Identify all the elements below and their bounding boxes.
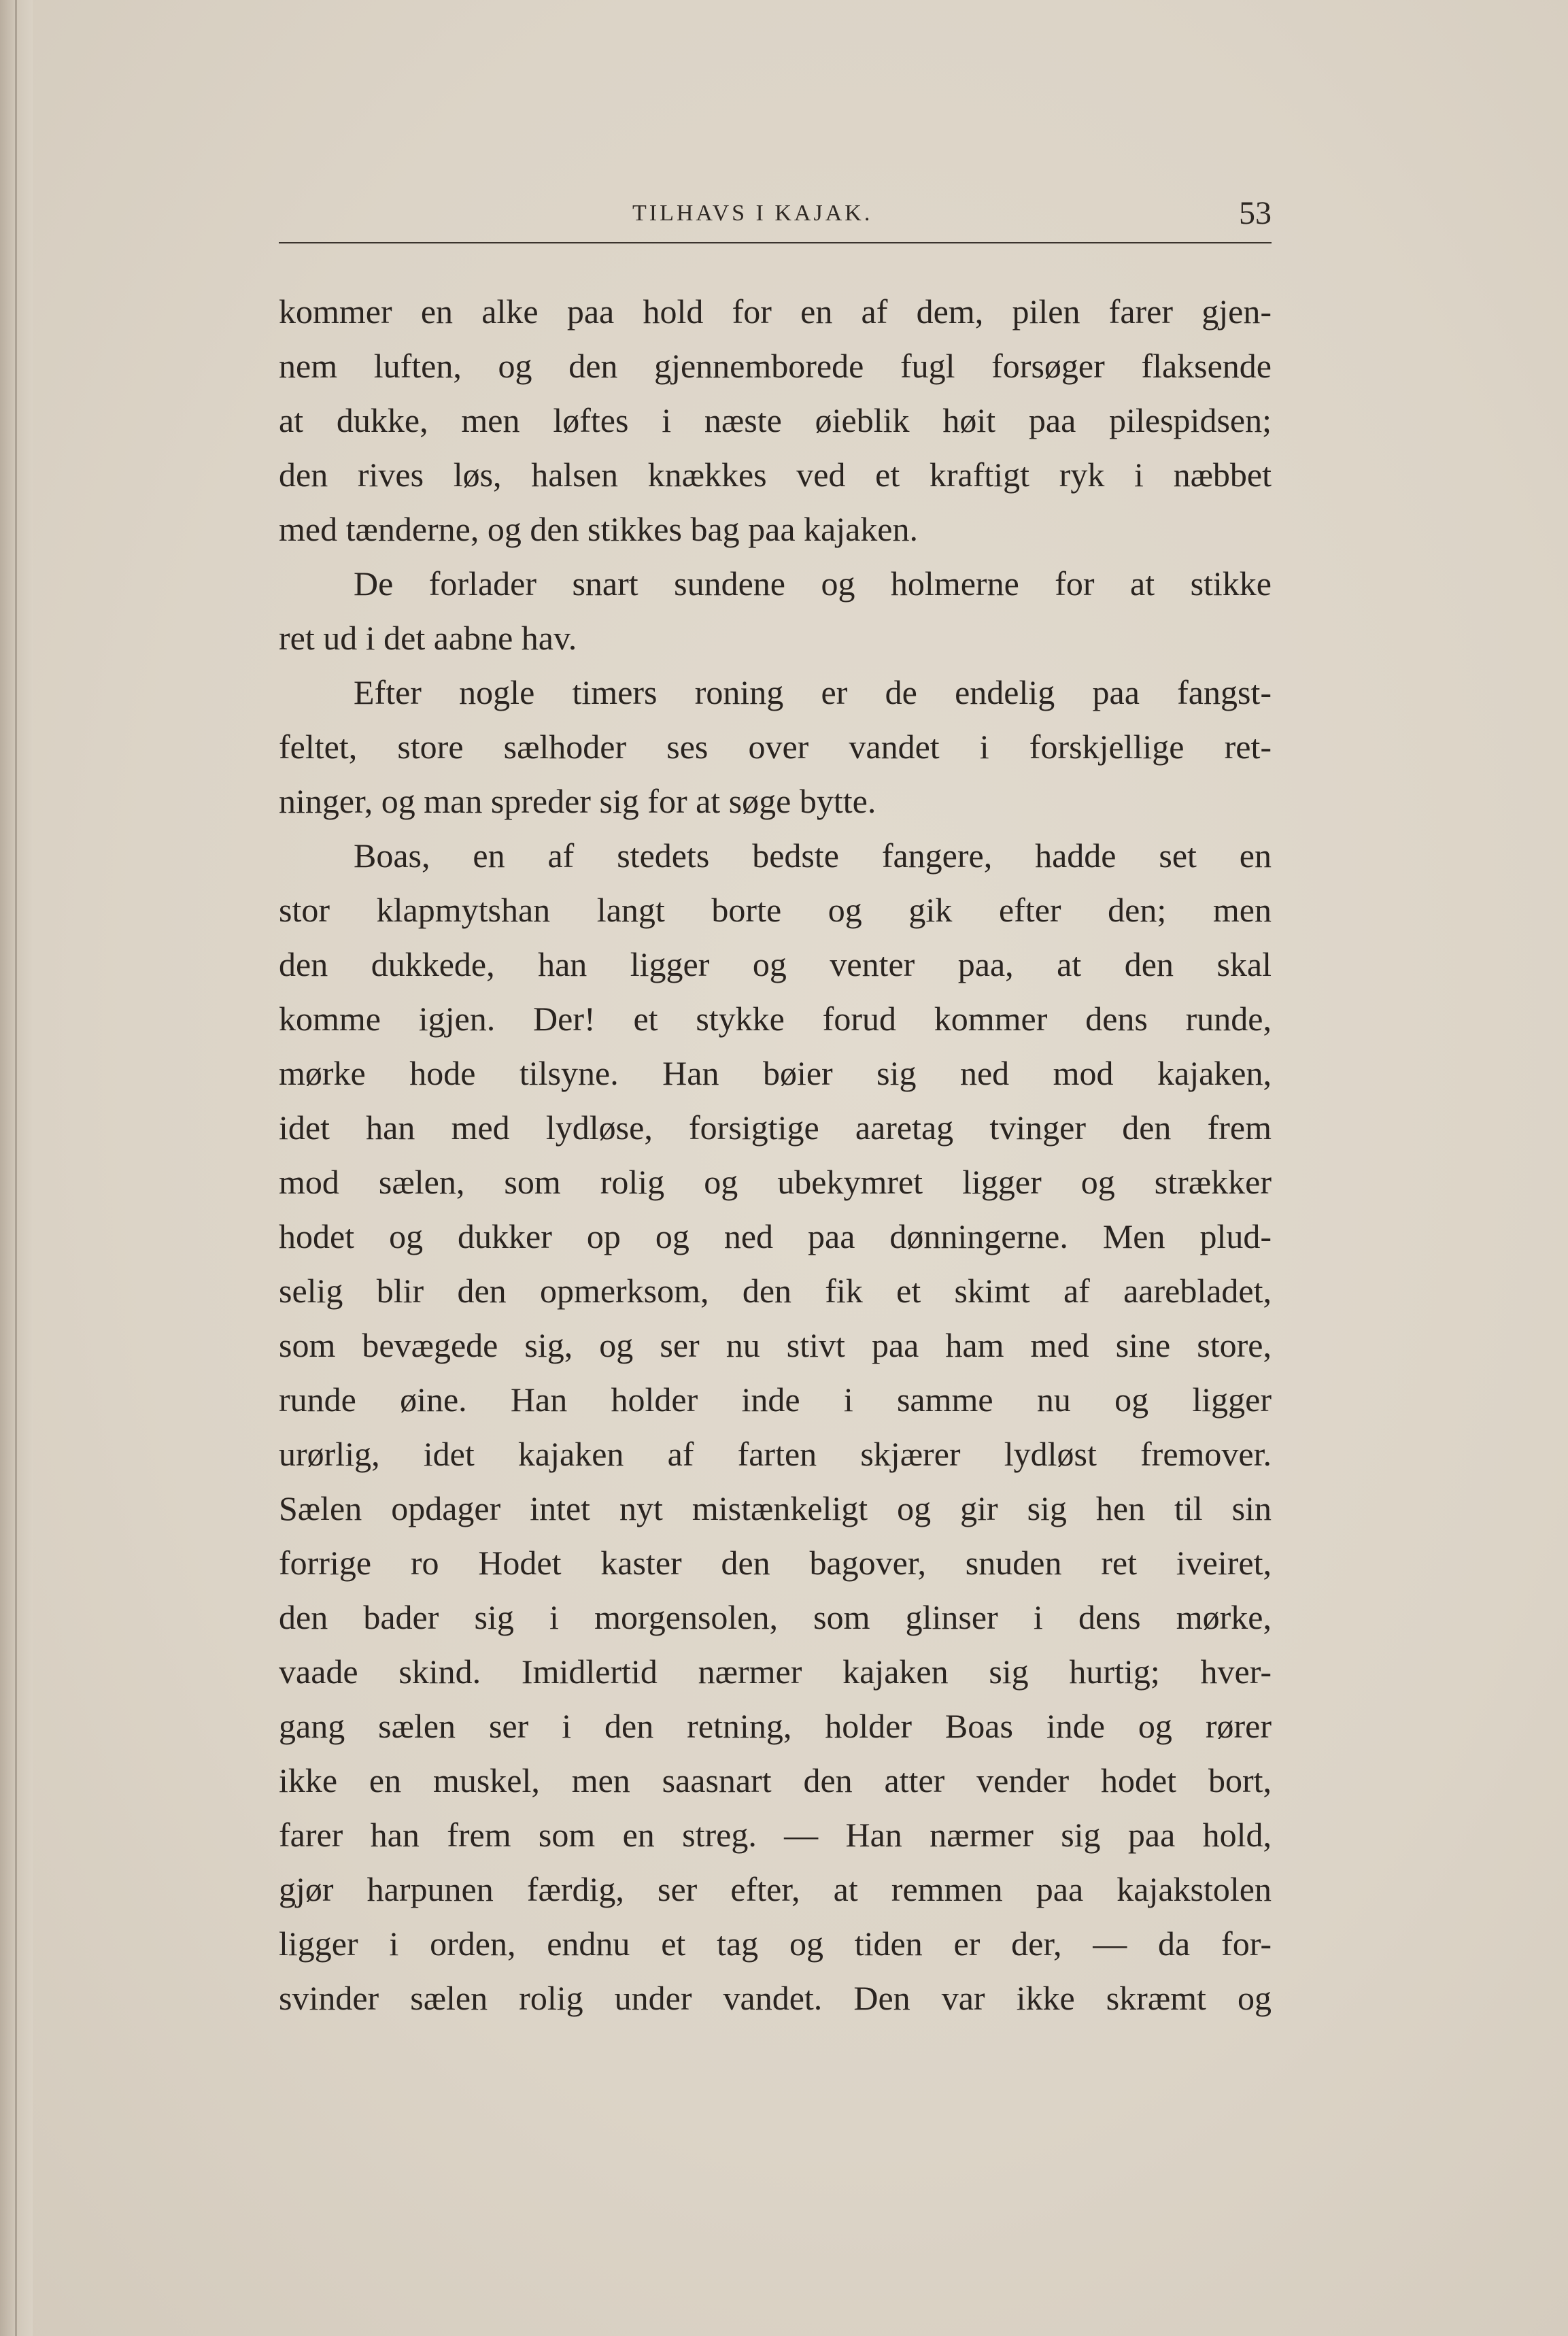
paragraph-start-line: Efter nogle timers roning er de endelig paa fangst-	[354, 673, 1272, 711]
text-line: ligger i orden, endnu et tag og tiden er der, — da for-	[279, 1925, 1272, 1963]
header-rule	[279, 242, 1272, 243]
text-line: selig blir den opmerksom, den fik et skimt af aarebladet,	[279, 1272, 1272, 1310]
text-line: komme igjen. Der! et stykke forud kommer dens runde,	[279, 1000, 1272, 1038]
text-line: feltet, store sælhoder ses over vandet i forskjellige ret-	[279, 728, 1272, 766]
text-line: ikke en muskel, men saasnart den atter vender hodet bort,	[279, 1761, 1272, 1799]
text-line: nem luften, og den gjennemborede fugl forsøger flaksende	[279, 347, 1272, 385]
text-line: at dukke, men løftes i næste øieblik høit paa pilespidsen;	[279, 401, 1272, 439]
text-line: runde øine. Han holder inde i samme nu og ligger	[279, 1381, 1272, 1419]
text-line: gang sælen ser i den retning, holder Boas inde og rører	[279, 1707, 1272, 1745]
text-line: ret ud i det aabne hav.	[279, 619, 577, 657]
text-line: den rives løs, halsen knækkes ved et kraftigt ryk i næbbet	[279, 456, 1272, 494]
gutter-edge-line	[15, 0, 17, 2336]
body-text	[279, 284, 1272, 2025]
text-line: hodet og dukker op og ned paa dønningerne. Men plud-	[279, 1217, 1272, 1255]
text-line: Sælen opdager intet nyt mistænkeligt og gir sig hen til sin	[279, 1489, 1272, 1527]
text-line: mod sælen, som rolig og ubekymret ligger og strækker	[279, 1163, 1272, 1201]
text-line: forrige ro Hodet kaster den bagover, snuden ret iveiret,	[279, 1544, 1272, 1582]
running-title: TILHAVS I KAJAK.	[632, 201, 873, 226]
paragraph-start-line: Boas, en af stedets bedste fangere, hadde set en	[354, 836, 1272, 875]
page-number: 53	[1239, 195, 1272, 231]
page-gutter	[0, 0, 33, 2336]
text-line: den bader sig i morgensolen, som glinser i dens mørke,	[279, 1598, 1272, 1636]
text-line: stor klapmytshan langt borte og gik efter den; men	[279, 891, 1272, 929]
text-line: den dukkede, han ligger og venter paa, at den skal	[279, 945, 1272, 983]
text-line: mørke hode tilsyne. Han bøier sig ned mod kajaken,	[279, 1054, 1272, 1092]
text-line: urørlig, idet kajaken af farten skjærer lydløst fremover.	[279, 1435, 1272, 1473]
text-line: med tænderne, og den stikkes bag paa kajaken.	[279, 510, 918, 548]
text-line: ninger, og man spreder sig for at søge bytte.	[279, 782, 876, 820]
text-line: vaade skind. Imidlertid nærmer kajaken sig hurtig; hver-	[279, 1653, 1272, 1691]
text-line: som bevægede sig, og ser nu stivt paa ham med sine store,	[279, 1326, 1272, 1364]
text-line: svinder sælen rolig under vandet. Den var ikke skræmt og	[279, 1979, 1272, 2017]
text-line: kommer en alke paa hold for en af dem, pilen farer gjen-	[279, 292, 1272, 331]
text-line: gjør harpunen færdig, ser efter, at remmen paa kajakstolen	[279, 1870, 1272, 1908]
paragraph-start-line: De forlader snart sundene og holmerne for at stikke	[354, 564, 1272, 603]
running-head	[279, 195, 1272, 239]
text-line: idet han med lydløse, forsigtige aaretag tvinger den frem	[279, 1108, 1272, 1147]
text-line: farer han frem som en streg. — Han nærmer sig paa hold,	[279, 1816, 1272, 1854]
